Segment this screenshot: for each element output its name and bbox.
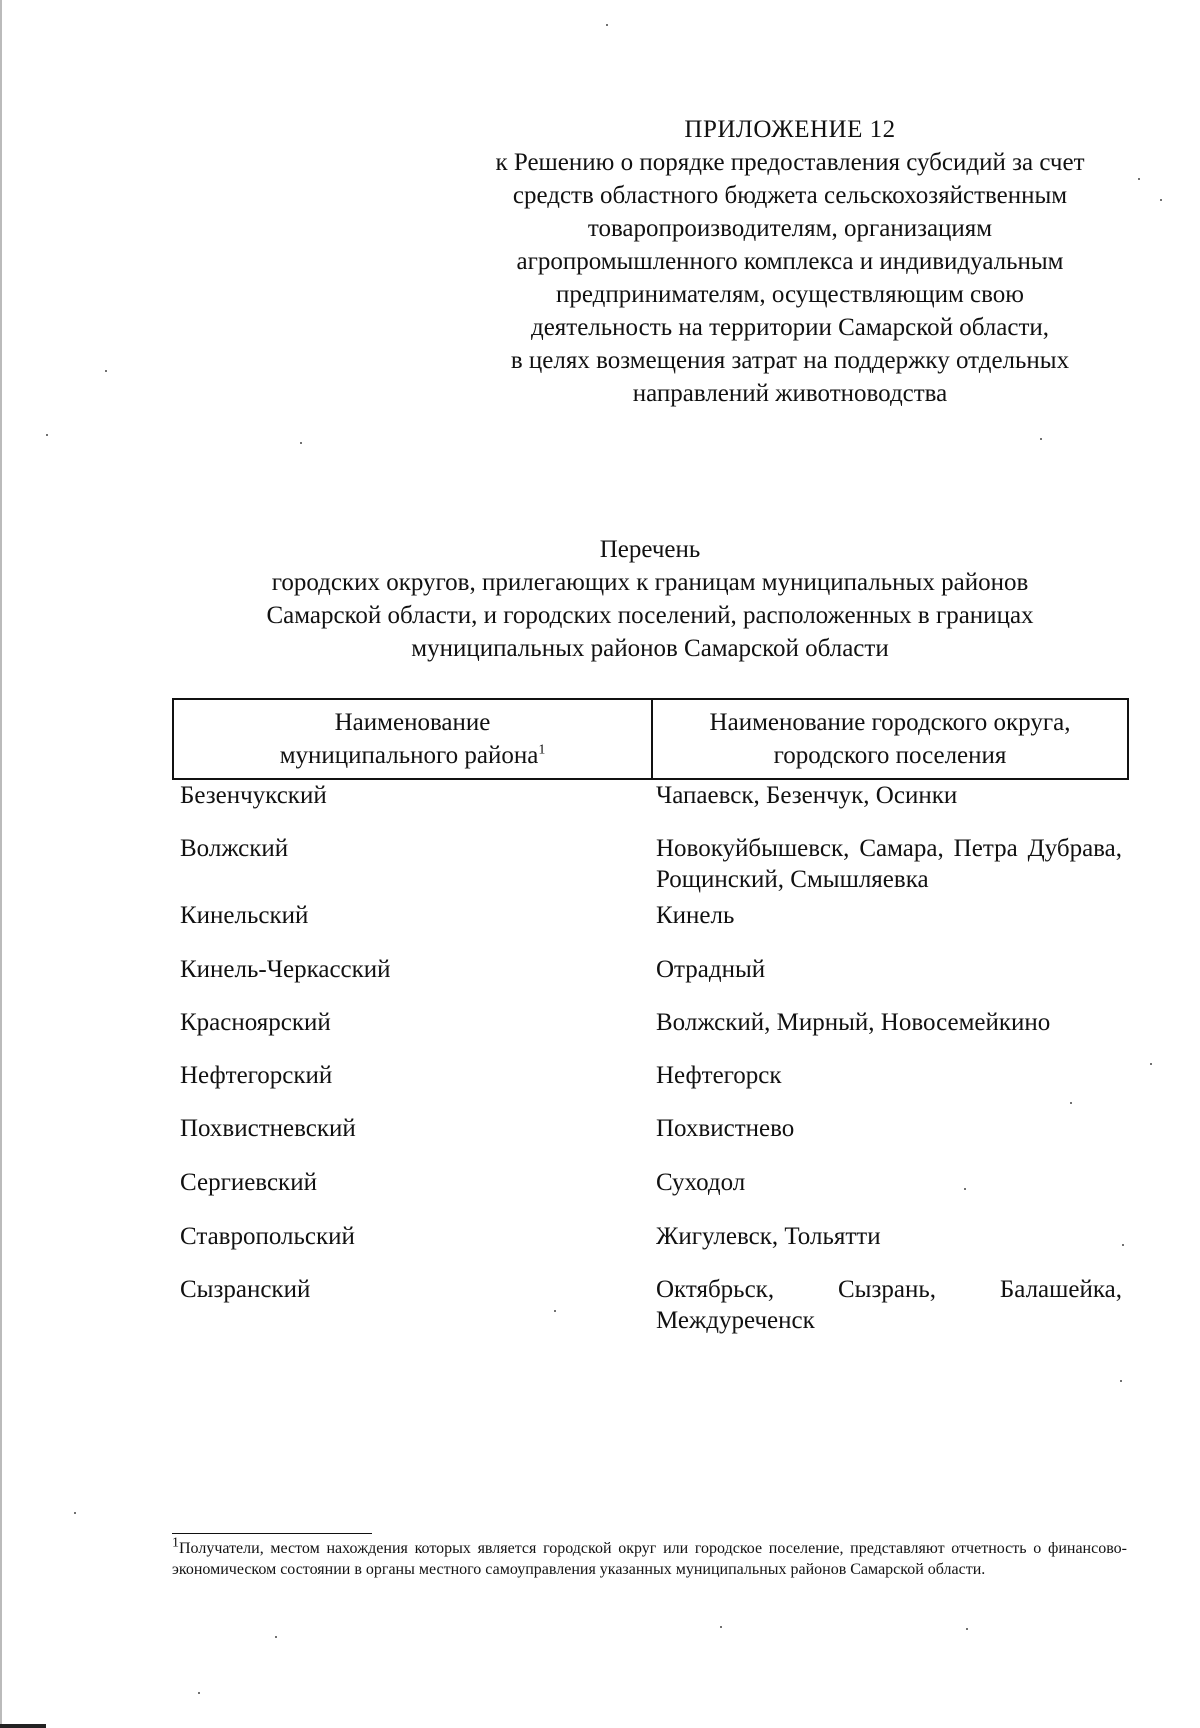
appendix-line: деятельность на территории Самарской области, [530, 314, 1050, 341]
settlement-cell: Кинель [656, 902, 735, 929]
scan-speck [74, 1512, 76, 1514]
appendix-line: к Решению о порядке предоставления субсидий за счет [495, 149, 1085, 176]
list-subtitle-line: городских округов, прилегающих к границам муниципальных районов [271, 569, 1029, 596]
district-cell: Похвистневский [180, 1115, 356, 1142]
settlement-cell: Отрадный [656, 956, 766, 983]
settlement-cell: Волжский, Мирный, Новосемейкино [656, 1009, 1051, 1036]
footnote-separator [172, 1533, 372, 1534]
header-settlement-line1: Наименование городского округа, [709, 709, 1071, 736]
appendix-line: агропромышленного комплекса и индивидуальным [516, 248, 1064, 275]
list-subtitle-line: муниципальных районов Самарской области [411, 635, 889, 662]
settlement-cell: Чапаевск, Безенчук, Осинки [656, 782, 958, 809]
list-title: Перечень [599, 536, 701, 563]
scan-bottom-mark [0, 1724, 46, 1728]
appendix-title: ПРИЛОЖЕНИЕ 12 [684, 116, 896, 143]
scan-speck [1120, 1380, 1122, 1382]
district-cell: Красноярский [180, 1009, 331, 1036]
scan-speck [198, 1692, 200, 1694]
district-cell: Ставропольский [180, 1223, 355, 1250]
header-district-line2: муниципального района [279, 742, 539, 769]
scan-speck [1040, 438, 1042, 440]
header-district-line1: Наименование [334, 709, 491, 736]
district-cell: Безенчукский [180, 782, 327, 809]
scan-speck [1122, 1244, 1124, 1246]
scan-speck [1138, 178, 1140, 180]
district-cell: Кинельский [180, 902, 309, 929]
scan-speck [554, 1310, 556, 1312]
scan-speck [275, 1636, 277, 1638]
district-cell: Нефтегорский [180, 1062, 333, 1089]
settlement-cell: Похвистнево [656, 1115, 795, 1142]
appendix-line: товаропроизводителям, организациям [587, 215, 993, 242]
scan-speck [966, 1628, 968, 1630]
scan-speck [1150, 1063, 1152, 1065]
settlement-cell: Нефтегорск [656, 1062, 782, 1089]
scan-speck [105, 370, 107, 372]
district-cell: Сызранский [180, 1276, 311, 1303]
scan-speck [1160, 199, 1162, 201]
settlement-cell: Октябрьск, Сызрань, Балашейка, Междуреченск [656, 1276, 1122, 1334]
settlement-cell: Суходол [656, 1169, 746, 1196]
settlement-cell: Жигулевск, Тольятти [656, 1223, 881, 1250]
scan-speck [1070, 1102, 1072, 1104]
footnote-mark: 1 [538, 742, 546, 758]
header-settlement-line2: городского поселения [773, 742, 1007, 769]
scan-speck [46, 434, 48, 436]
district-cell: Кинель-Черкасский [180, 956, 391, 983]
appendix-line: в целях возмещения затрат на поддержку отдельных [510, 347, 1070, 374]
scan-speck [606, 24, 608, 26]
scan-speck [720, 1626, 722, 1628]
district-cell: Волжский [180, 835, 289, 862]
scan-speck [300, 442, 302, 444]
scan-speck [964, 1188, 966, 1190]
appendix-line: направлений животноводства [632, 380, 948, 407]
settlement-cell: Новокуйбышевск, Самара, Петра Дубрава, Рощинский, Смышляевка [656, 835, 1122, 893]
appendix-line: средств областного бюджета сельскохозяйственным [512, 182, 1068, 209]
district-cell: Сергиевский [180, 1169, 317, 1196]
footnote-number: 1 [172, 1535, 179, 1551]
appendix-line: предпринимателям, осуществляющим свою [556, 281, 1024, 308]
footnote-text: Получатели, местом нахождения которых является городской округ или городское поселение, представляют отчетность о финансово-экономическом состоянии в органы местного самоуправления указанных муниципальных районов Самарской области. [172, 1540, 1127, 1578]
footnote [172, 1535, 1127, 1580]
list-subtitle-line: Самарской области, и городских поселений, расположенных в границах [266, 602, 1034, 629]
